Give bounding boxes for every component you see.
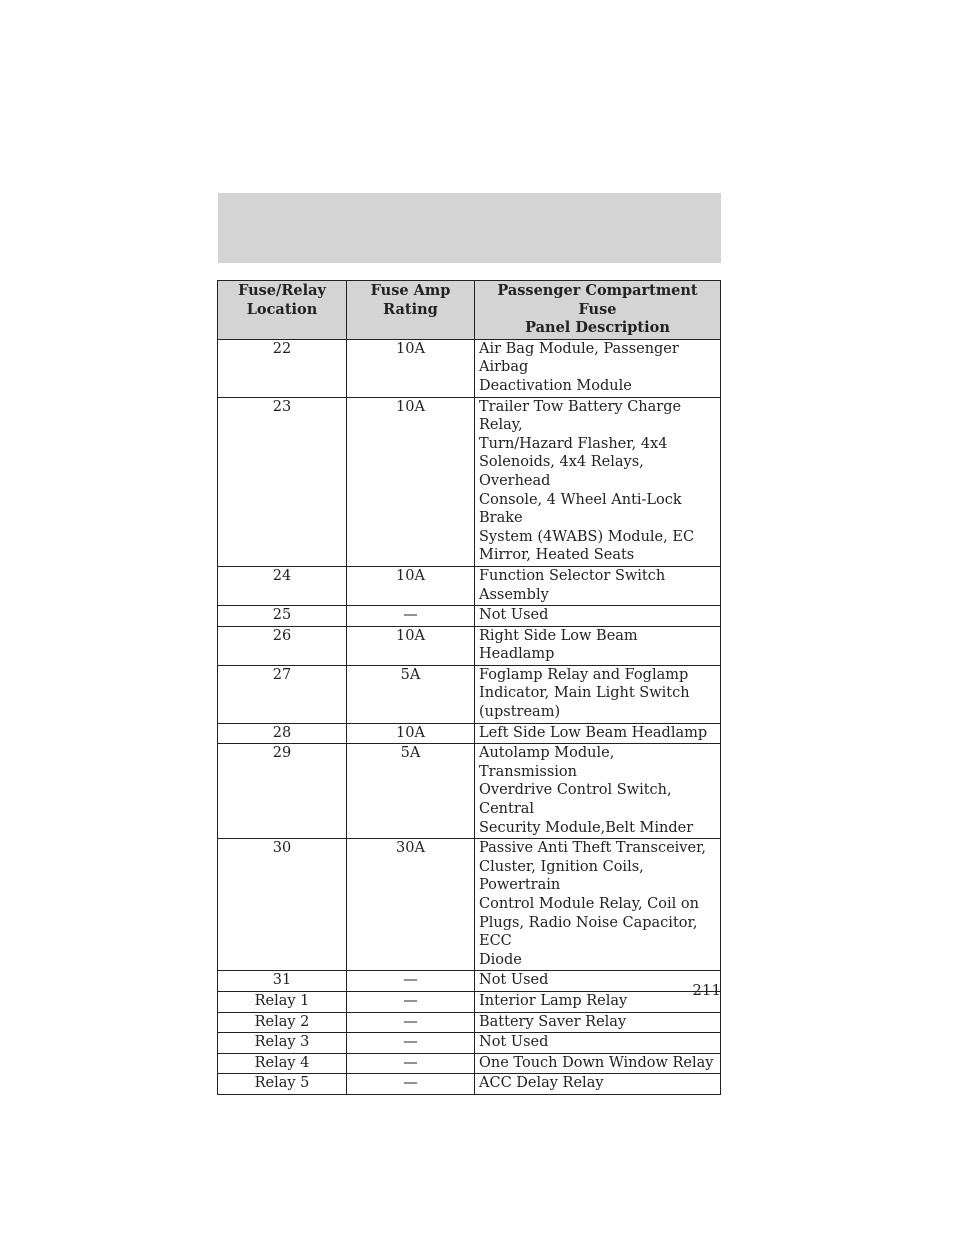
description-line: System (4WABS) Module, EC — [479, 528, 695, 545]
description-line: Diode — [479, 951, 522, 968]
description-line: One Touch Down Window Relay — [479, 1054, 714, 1071]
table-row — [218, 626, 721, 665]
description-line: Control Module Relay, Coil on — [479, 896, 699, 912]
cell-description — [475, 397, 721, 566]
cell-amp-rating: 5A — [347, 744, 475, 839]
cell-amp-rating: — — [347, 1033, 475, 1054]
fuse-panel-table — [217, 280, 721, 1095]
description-line: ACC Delay Relay — [479, 1075, 604, 1092]
description-line: Assembly — [479, 586, 549, 603]
cell-amp-rating: — — [347, 1012, 475, 1033]
cell-description — [475, 1053, 721, 1074]
cell-location: Relay 2 — [218, 1012, 347, 1033]
cell-description — [475, 991, 721, 1012]
header-location-line-2: Location — [246, 300, 318, 318]
cell-location: 29 — [218, 744, 347, 839]
description-line: Right Side Low Beam Headlamp — [479, 627, 638, 663]
table-header — [218, 281, 721, 340]
cell-description — [475, 723, 721, 744]
header-description — [475, 281, 721, 340]
cell-amp-rating: — — [347, 1053, 475, 1074]
header-location-line-1: Fuse/Relay — [238, 282, 326, 299]
description-line: Air Bag Module, Passenger Airbag — [479, 340, 679, 376]
cell-location: 23 — [218, 397, 347, 566]
cell-location: Relay 5 — [218, 1074, 347, 1095]
description-line: Overdrive Control Switch, Central — [479, 782, 672, 818]
cell-amp-rating: 10A — [347, 566, 475, 605]
description-line: Not Used — [479, 607, 549, 624]
section-header-band — [218, 193, 721, 263]
table-row — [218, 397, 721, 566]
cell-description — [475, 1033, 721, 1054]
table-row — [218, 665, 721, 723]
cell-amp-rating: 5A — [347, 665, 475, 723]
table-row — [218, 839, 721, 971]
cell-location: Relay 3 — [218, 1033, 347, 1054]
cell-location: Relay 1 — [218, 991, 347, 1012]
table-row — [218, 991, 721, 1012]
table-body — [218, 339, 721, 1094]
description-line: Console, 4 Wheel Anti-Lock Brake — [479, 491, 682, 527]
description-line: Plugs, Radio Noise Capacitor, ECC — [479, 914, 698, 950]
description-line: Left Side Low Beam Headlamp — [479, 724, 708, 741]
description-line: Solenoids, 4x4 Relays, Overhead — [479, 454, 644, 489]
header-desc-line-2: Panel Description — [525, 319, 670, 337]
cell-description — [475, 566, 721, 605]
description-line: Mirror, Heated Seats — [479, 547, 635, 564]
description-line: Trailer Tow Battery Charge Relay, — [479, 398, 682, 434]
cell-description — [475, 1012, 721, 1033]
cell-location: 22 — [218, 339, 347, 397]
cell-location: 24 — [218, 566, 347, 605]
description-line: Interior Lamp Relay — [479, 992, 628, 1009]
cell-location: 31 — [218, 971, 347, 992]
table-header-row — [218, 281, 721, 340]
header-amp-rating — [347, 281, 475, 340]
table-row — [218, 606, 721, 627]
cell-location: 26 — [218, 626, 347, 665]
cell-amp-rating: — — [347, 1074, 475, 1095]
cell-amp-rating: — — [347, 971, 475, 992]
cell-description — [475, 1074, 721, 1095]
table-row — [218, 1012, 721, 1033]
cell-location: 27 — [218, 665, 347, 723]
cell-amp-rating: — — [347, 606, 475, 627]
table-row — [218, 339, 721, 397]
cell-description — [475, 339, 721, 397]
header-amp-line-1: Fuse Amp — [370, 282, 451, 299]
table-row — [218, 744, 721, 839]
cell-description — [475, 665, 721, 723]
description-line: Indicator, Main Light Switch — [479, 685, 690, 702]
cell-location: Relay 4 — [218, 1053, 347, 1074]
description-line: Autolamp Module, Transmission — [479, 745, 615, 780]
description-line: Security Module,Belt Minder — [479, 819, 694, 836]
cell-amp-rating: 10A — [347, 397, 475, 566]
cell-amp-rating: 10A — [347, 723, 475, 744]
description-line: (upstream) — [479, 704, 561, 721]
cell-amp-rating: — — [347, 991, 475, 1012]
description-line: Deactivation Module — [479, 377, 632, 394]
table-row — [218, 971, 721, 992]
table-row — [218, 1074, 721, 1095]
cell-description — [475, 606, 721, 627]
description-line: Cluster, Ignition Coils, Powertrain — [479, 858, 644, 894]
cell-location: 25 — [218, 606, 347, 627]
header-location — [218, 281, 347, 340]
header-amp-line-2: Rating — [383, 300, 438, 318]
description-line: Turn/Hazard Flasher, 4x4 — [479, 435, 668, 452]
page-number: 211 — [692, 981, 721, 999]
table-row — [218, 1033, 721, 1054]
description-line: Function Selector Switch — [479, 567, 666, 584]
cell-description — [475, 744, 721, 839]
cell-amp-rating: 10A — [347, 339, 475, 397]
cell-description — [475, 626, 721, 665]
cell-location: 30 — [218, 839, 347, 971]
cell-location: 28 — [218, 723, 347, 744]
header-desc-line-1: Passenger Compartment Fuse — [497, 282, 698, 318]
cell-description — [475, 971, 721, 992]
cell-description — [475, 839, 721, 971]
table-row — [218, 723, 721, 744]
table-row — [218, 1053, 721, 1074]
description-line: Passive Anti Theft Transceiver, — [479, 840, 707, 857]
cell-amp-rating: 30A — [347, 839, 475, 971]
description-line: Not Used — [479, 972, 549, 989]
description-line: Not Used — [479, 1034, 549, 1051]
description-line: Foglamp Relay and Foglamp — [479, 666, 689, 683]
cell-amp-rating: 10A — [347, 626, 475, 665]
description-line: Battery Saver Relay — [479, 1013, 627, 1030]
table-row — [218, 566, 721, 605]
